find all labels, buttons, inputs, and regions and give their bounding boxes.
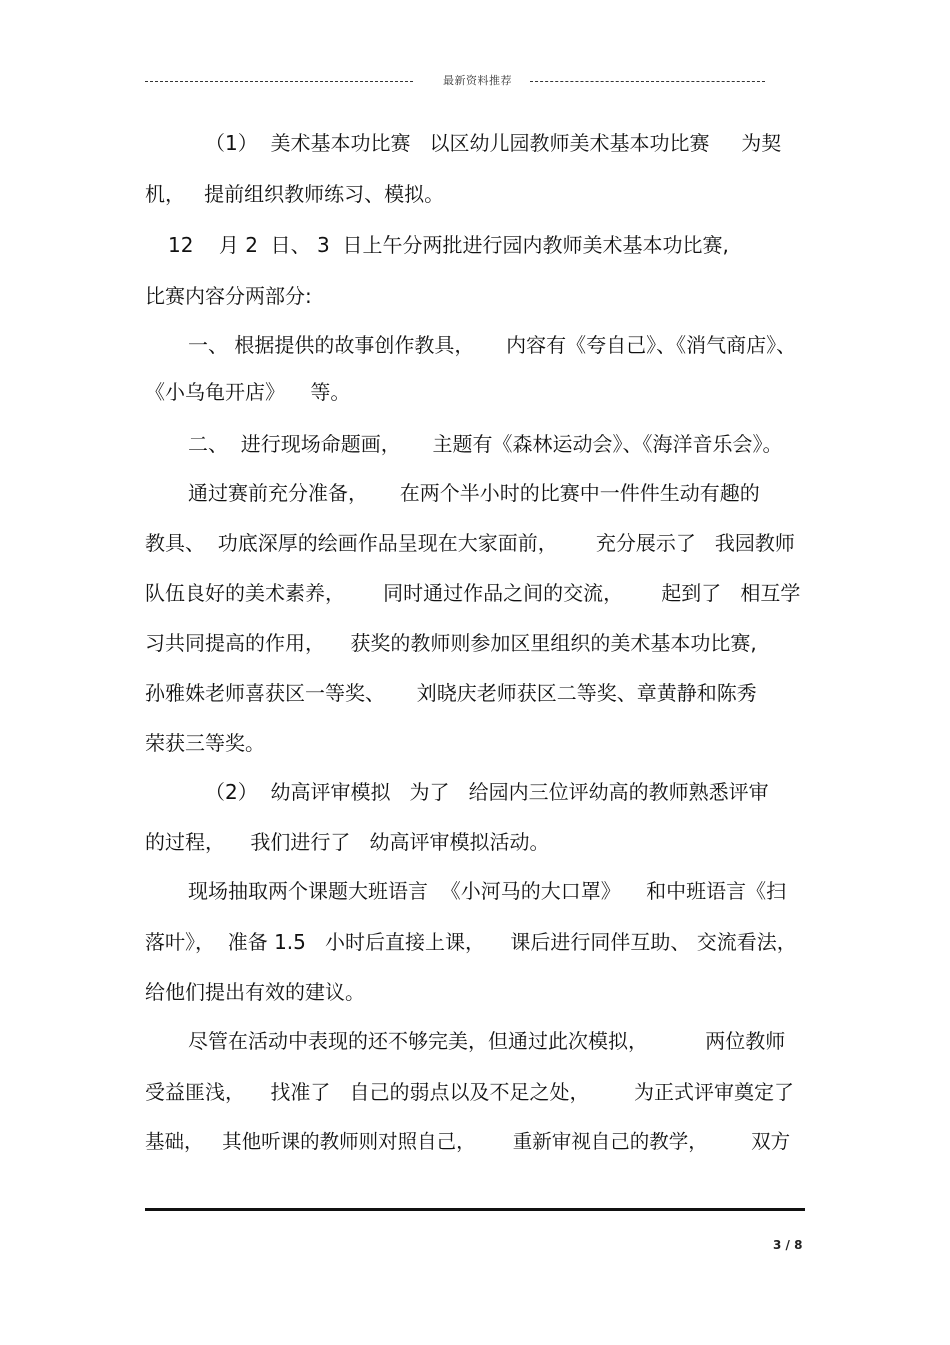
text-line: 落叶》， 准备 1.5 小时后直接上课， 课后进行同伴互助、 交流看法，: [145, 930, 797, 954]
text-line: 给他们提出有效的建议。: [145, 980, 365, 1004]
text-line: 《小乌龟开店》 等。: [145, 380, 351, 404]
text-line: 习共同提高的作用， 获奖的教师则参加区里组织的美术基本功比赛,: [145, 631, 757, 655]
text-line: 通过赛前充分准备， 在两个半小时的比赛中一件件生动有趣的: [188, 481, 760, 505]
text-line: 受益匪浅， 找准了 自己的弱点以及不足之处， 为正式评审奠定了: [145, 1080, 795, 1104]
text-line: （1） 美术基本功比赛 以区幼儿园教师美术基本功比赛 为契: [205, 131, 782, 155]
page-header: [145, 72, 765, 92]
text-line: （2） 幼高评审模拟 为了 给园内三位评幼高的教师熟悉评审: [205, 780, 769, 804]
footer-rule: [145, 1208, 805, 1211]
text-line: 机， 提前组织教师练习、模拟。: [145, 182, 445, 206]
text-line: 队伍良好的美术素养， 同时通过作品之间的交流， 起到了 相互学: [145, 581, 801, 605]
page-number: 3 / 8: [773, 1238, 803, 1252]
text-line: 教具、 功底深厚的绘画作品呈现在大家面前， 充分展示了 我园教师: [145, 531, 795, 555]
text-line: 二、 进行现场命题画， 主题有《森林运动会》、《海洋音乐会》。: [188, 432, 783, 456]
text-line: 的过程， 我们进行了 幼高评审模拟活动。: [145, 830, 550, 854]
text-line: 比赛内容分两部分:: [145, 284, 312, 308]
text-line: 基础， 其他听课的教师则对照自己， 重新审视自己的教学， 双方: [145, 1130, 791, 1153]
text-line: 12 月 2 日、 3 日上午分两批进行园内教师美术基本功比赛,: [168, 233, 729, 257]
text-line: 一、 根据提供的故事创作教具， 内容有《夸自己》、《消气商店》、: [188, 333, 797, 357]
header-label: 最新资料推荐: [443, 74, 512, 87]
text-line: 孙雅姝老师喜获区一等奖、 刘晓庆老师获区二等奖、章黄静和陈秀: [145, 681, 757, 705]
text-line: 荣获三等奖。: [145, 731, 265, 755]
text-line: 尽管在活动中表现的还不够完美，但通过此次模拟， 两位教师: [188, 1029, 786, 1053]
text-line: 现场抽取两个课题大班语言 《小河马的大口罩》 和中班语言《扫: [188, 879, 787, 903]
header-dashed-line-right: [530, 81, 765, 82]
header-dashed-line-left: [145, 81, 413, 82]
